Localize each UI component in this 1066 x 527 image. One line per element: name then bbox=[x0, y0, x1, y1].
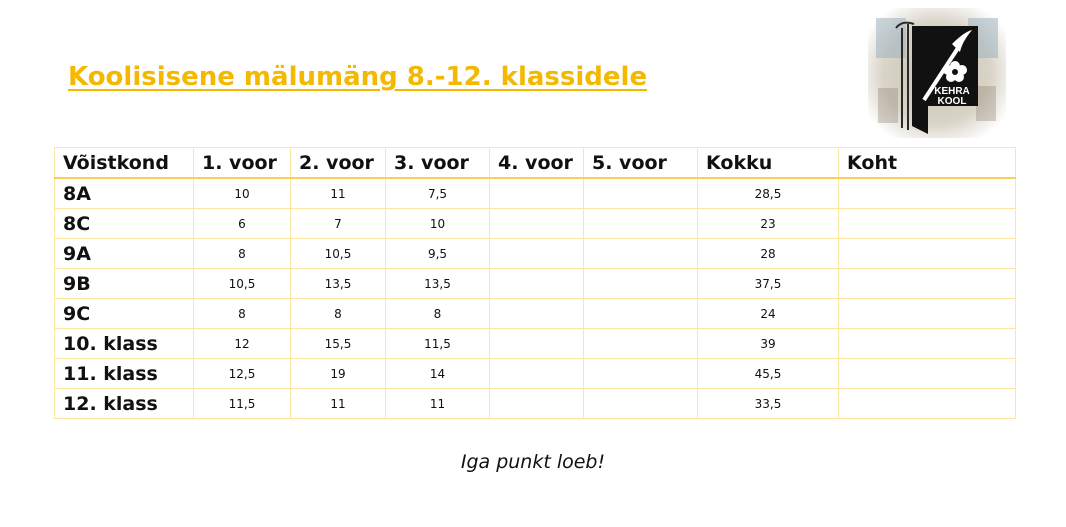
round-1-score: 11,5 bbox=[194, 389, 291, 419]
team-name: 8A bbox=[55, 178, 194, 209]
logo-text-line1: KEHRA bbox=[934, 86, 970, 97]
round-2-score: 7 bbox=[291, 209, 386, 239]
footer-note: Iga punkt loeb! bbox=[460, 451, 606, 473]
header-round-4: 4. voor bbox=[490, 148, 584, 179]
results-table bbox=[54, 147, 1016, 419]
round-4-score bbox=[490, 269, 584, 299]
round-5-score bbox=[584, 359, 698, 389]
table-row bbox=[55, 299, 1016, 329]
header-team: Võistkond bbox=[55, 148, 194, 179]
place bbox=[839, 299, 1016, 329]
round-4-score bbox=[490, 209, 584, 239]
round-4-score bbox=[490, 359, 584, 389]
round-5-score bbox=[584, 178, 698, 209]
table-row bbox=[55, 389, 1016, 419]
table-row bbox=[55, 209, 1016, 239]
team-name: 8C bbox=[55, 209, 194, 239]
team-name: 9A bbox=[55, 239, 194, 269]
round-2-score: 8 bbox=[291, 299, 386, 329]
team-name: 10. klass bbox=[55, 329, 194, 359]
header-total: Kokku bbox=[698, 148, 839, 179]
round-2-score: 11 bbox=[291, 389, 386, 419]
school-logo bbox=[868, 8, 1006, 138]
place bbox=[839, 269, 1016, 299]
place bbox=[839, 359, 1016, 389]
round-3-score: 8 bbox=[386, 299, 490, 329]
total-score: 23 bbox=[698, 209, 839, 239]
header-round-1: 1. voor bbox=[194, 148, 291, 179]
round-5-score bbox=[584, 329, 698, 359]
round-4-score bbox=[490, 239, 584, 269]
round-5-score bbox=[584, 269, 698, 299]
round-5-score bbox=[584, 299, 698, 329]
round-5-score bbox=[584, 239, 698, 269]
round-1-score: 8 bbox=[194, 299, 291, 329]
round-3-score: 9,5 bbox=[386, 239, 490, 269]
round-3-score: 7,5 bbox=[386, 178, 490, 209]
round-2-score: 13,5 bbox=[291, 269, 386, 299]
round-1-score: 10,5 bbox=[194, 269, 291, 299]
total-score: 28 bbox=[698, 239, 839, 269]
total-score: 24 bbox=[698, 299, 839, 329]
total-score: 28,5 bbox=[698, 178, 839, 209]
team-name: 9B bbox=[55, 269, 194, 299]
table-row bbox=[55, 239, 1016, 269]
round-4-score bbox=[490, 178, 584, 209]
round-5-score bbox=[584, 389, 698, 419]
place bbox=[839, 329, 1016, 359]
round-1-score: 10 bbox=[194, 178, 291, 209]
place bbox=[839, 389, 1016, 419]
round-3-score: 10 bbox=[386, 209, 490, 239]
round-2-score: 19 bbox=[291, 359, 386, 389]
round-4-score bbox=[490, 299, 584, 329]
round-1-score: 12 bbox=[194, 329, 291, 359]
table-header-row bbox=[55, 148, 1016, 179]
round-1-score: 6 bbox=[194, 209, 291, 239]
school-logo-image bbox=[868, 8, 1006, 138]
total-score: 45,5 bbox=[698, 359, 839, 389]
round-3-score: 13,5 bbox=[386, 269, 490, 299]
team-name: 12. klass bbox=[55, 389, 194, 419]
header-round-3: 3. voor bbox=[386, 148, 490, 179]
team-name: 9C bbox=[55, 299, 194, 329]
round-4-score bbox=[490, 329, 584, 359]
header-round-5: 5. voor bbox=[584, 148, 698, 179]
total-score: 37,5 bbox=[698, 269, 839, 299]
round-4-score bbox=[490, 389, 584, 419]
header-place: Koht bbox=[839, 148, 1016, 179]
table-row bbox=[55, 329, 1016, 359]
table-row bbox=[55, 359, 1016, 389]
logo-text-line2: KOOL bbox=[937, 96, 967, 107]
total-score: 39 bbox=[698, 329, 839, 359]
table-row bbox=[55, 269, 1016, 299]
round-2-score: 11 bbox=[291, 178, 386, 209]
round-5-score bbox=[584, 209, 698, 239]
place bbox=[839, 239, 1016, 269]
place bbox=[839, 209, 1016, 239]
round-2-score: 15,5 bbox=[291, 329, 386, 359]
round-3-score: 11,5 bbox=[386, 329, 490, 359]
round-3-score: 14 bbox=[386, 359, 490, 389]
round-1-score: 8 bbox=[194, 239, 291, 269]
page-title: Koolisisene mälumäng 8.-12. klassidele bbox=[68, 62, 648, 92]
round-2-score: 10,5 bbox=[291, 239, 386, 269]
table-row bbox=[55, 178, 1016, 209]
team-name: 11. klass bbox=[55, 359, 194, 389]
place bbox=[839, 178, 1016, 209]
total-score: 33,5 bbox=[698, 389, 839, 419]
round-3-score: 11 bbox=[386, 389, 490, 419]
round-1-score: 12,5 bbox=[194, 359, 291, 389]
header-round-2: 2. voor bbox=[291, 148, 386, 179]
